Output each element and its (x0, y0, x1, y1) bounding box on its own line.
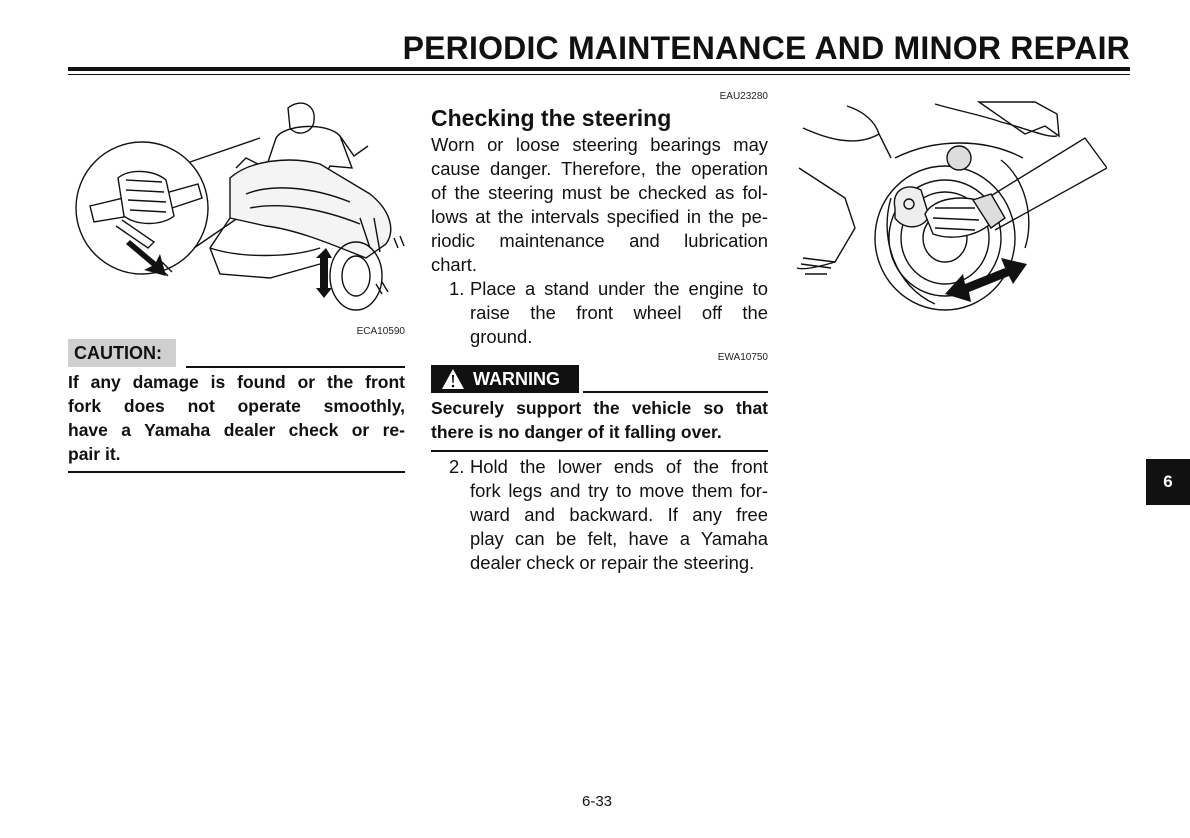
figure-code: ECA10590 (356, 326, 405, 337)
intro-line: cause danger. Therefore, the operation (431, 158, 768, 179)
intro-paragraph (431, 133, 768, 277)
step-2-line: Hold the lower ends of the front (470, 456, 768, 477)
step-1 (431, 277, 768, 349)
step-1-number: 1. (449, 278, 465, 299)
warning-rule-bottom (431, 450, 768, 452)
intro-line: chart. (431, 254, 477, 275)
warning-line: there is no danger of it falling over. (431, 422, 722, 442)
chapter-tab: 6 (1146, 459, 1190, 505)
intro-line: riodic maintenance and lubrication (431, 230, 768, 251)
step-2-line: dealer check or repair the steering. (470, 552, 755, 573)
step-1-line: raise the front wheel off the (470, 302, 768, 323)
caution-line: have a Yamaha dealer check or re- (68, 420, 405, 440)
step-2-line: play can be felt, have a Yamaha (470, 528, 768, 549)
step-2-line: ward and backward. If any free (470, 504, 768, 525)
step-2-number: 2. (449, 456, 465, 477)
intro-line: of the steering must be checked as fol- (431, 182, 768, 203)
step-1-line: Place a stand under the engine to (470, 278, 768, 299)
intro-line: lows at the intervals specified in the pe- (431, 206, 768, 227)
section-heading: Checking the steering (431, 105, 672, 131)
page-number: 6-33 (581, 793, 613, 810)
warning-code: EWA10750 (717, 352, 768, 363)
header-rule-thin (68, 74, 1130, 75)
front-fork-check-illustration (795, 98, 1107, 313)
warning-label (431, 365, 579, 393)
step-2 (431, 455, 768, 575)
intro-line: Worn or loose steering bearings may (431, 134, 768, 155)
scooter-front-fork-illustration (70, 98, 415, 320)
warning-triangle-icon (441, 368, 465, 390)
section-code: EAU23280 (719, 91, 768, 102)
caution-rule-top (186, 366, 405, 368)
warning-line: Securely support the vehicle so that (431, 398, 768, 418)
caution-text (68, 370, 405, 466)
page-title: PERIODIC MAINTENANCE AND MINOR REPAIR (402, 30, 1130, 66)
warning-text (431, 396, 768, 444)
caution-label: CAUTION: (68, 339, 176, 367)
caution-rule-bottom (68, 471, 405, 473)
warning-rule-top (583, 391, 768, 393)
caution-line: If any damage is found or the front (68, 372, 405, 392)
header-rule-thick (68, 67, 1130, 71)
caution-line: pair it. (68, 444, 121, 464)
step-1-line: ground. (470, 326, 533, 347)
step-2-line: fork legs and try to move them for- (470, 480, 768, 501)
warning-label-text: WARNING (473, 369, 560, 389)
caution-line: fork does not operate smoothly, (68, 396, 405, 416)
